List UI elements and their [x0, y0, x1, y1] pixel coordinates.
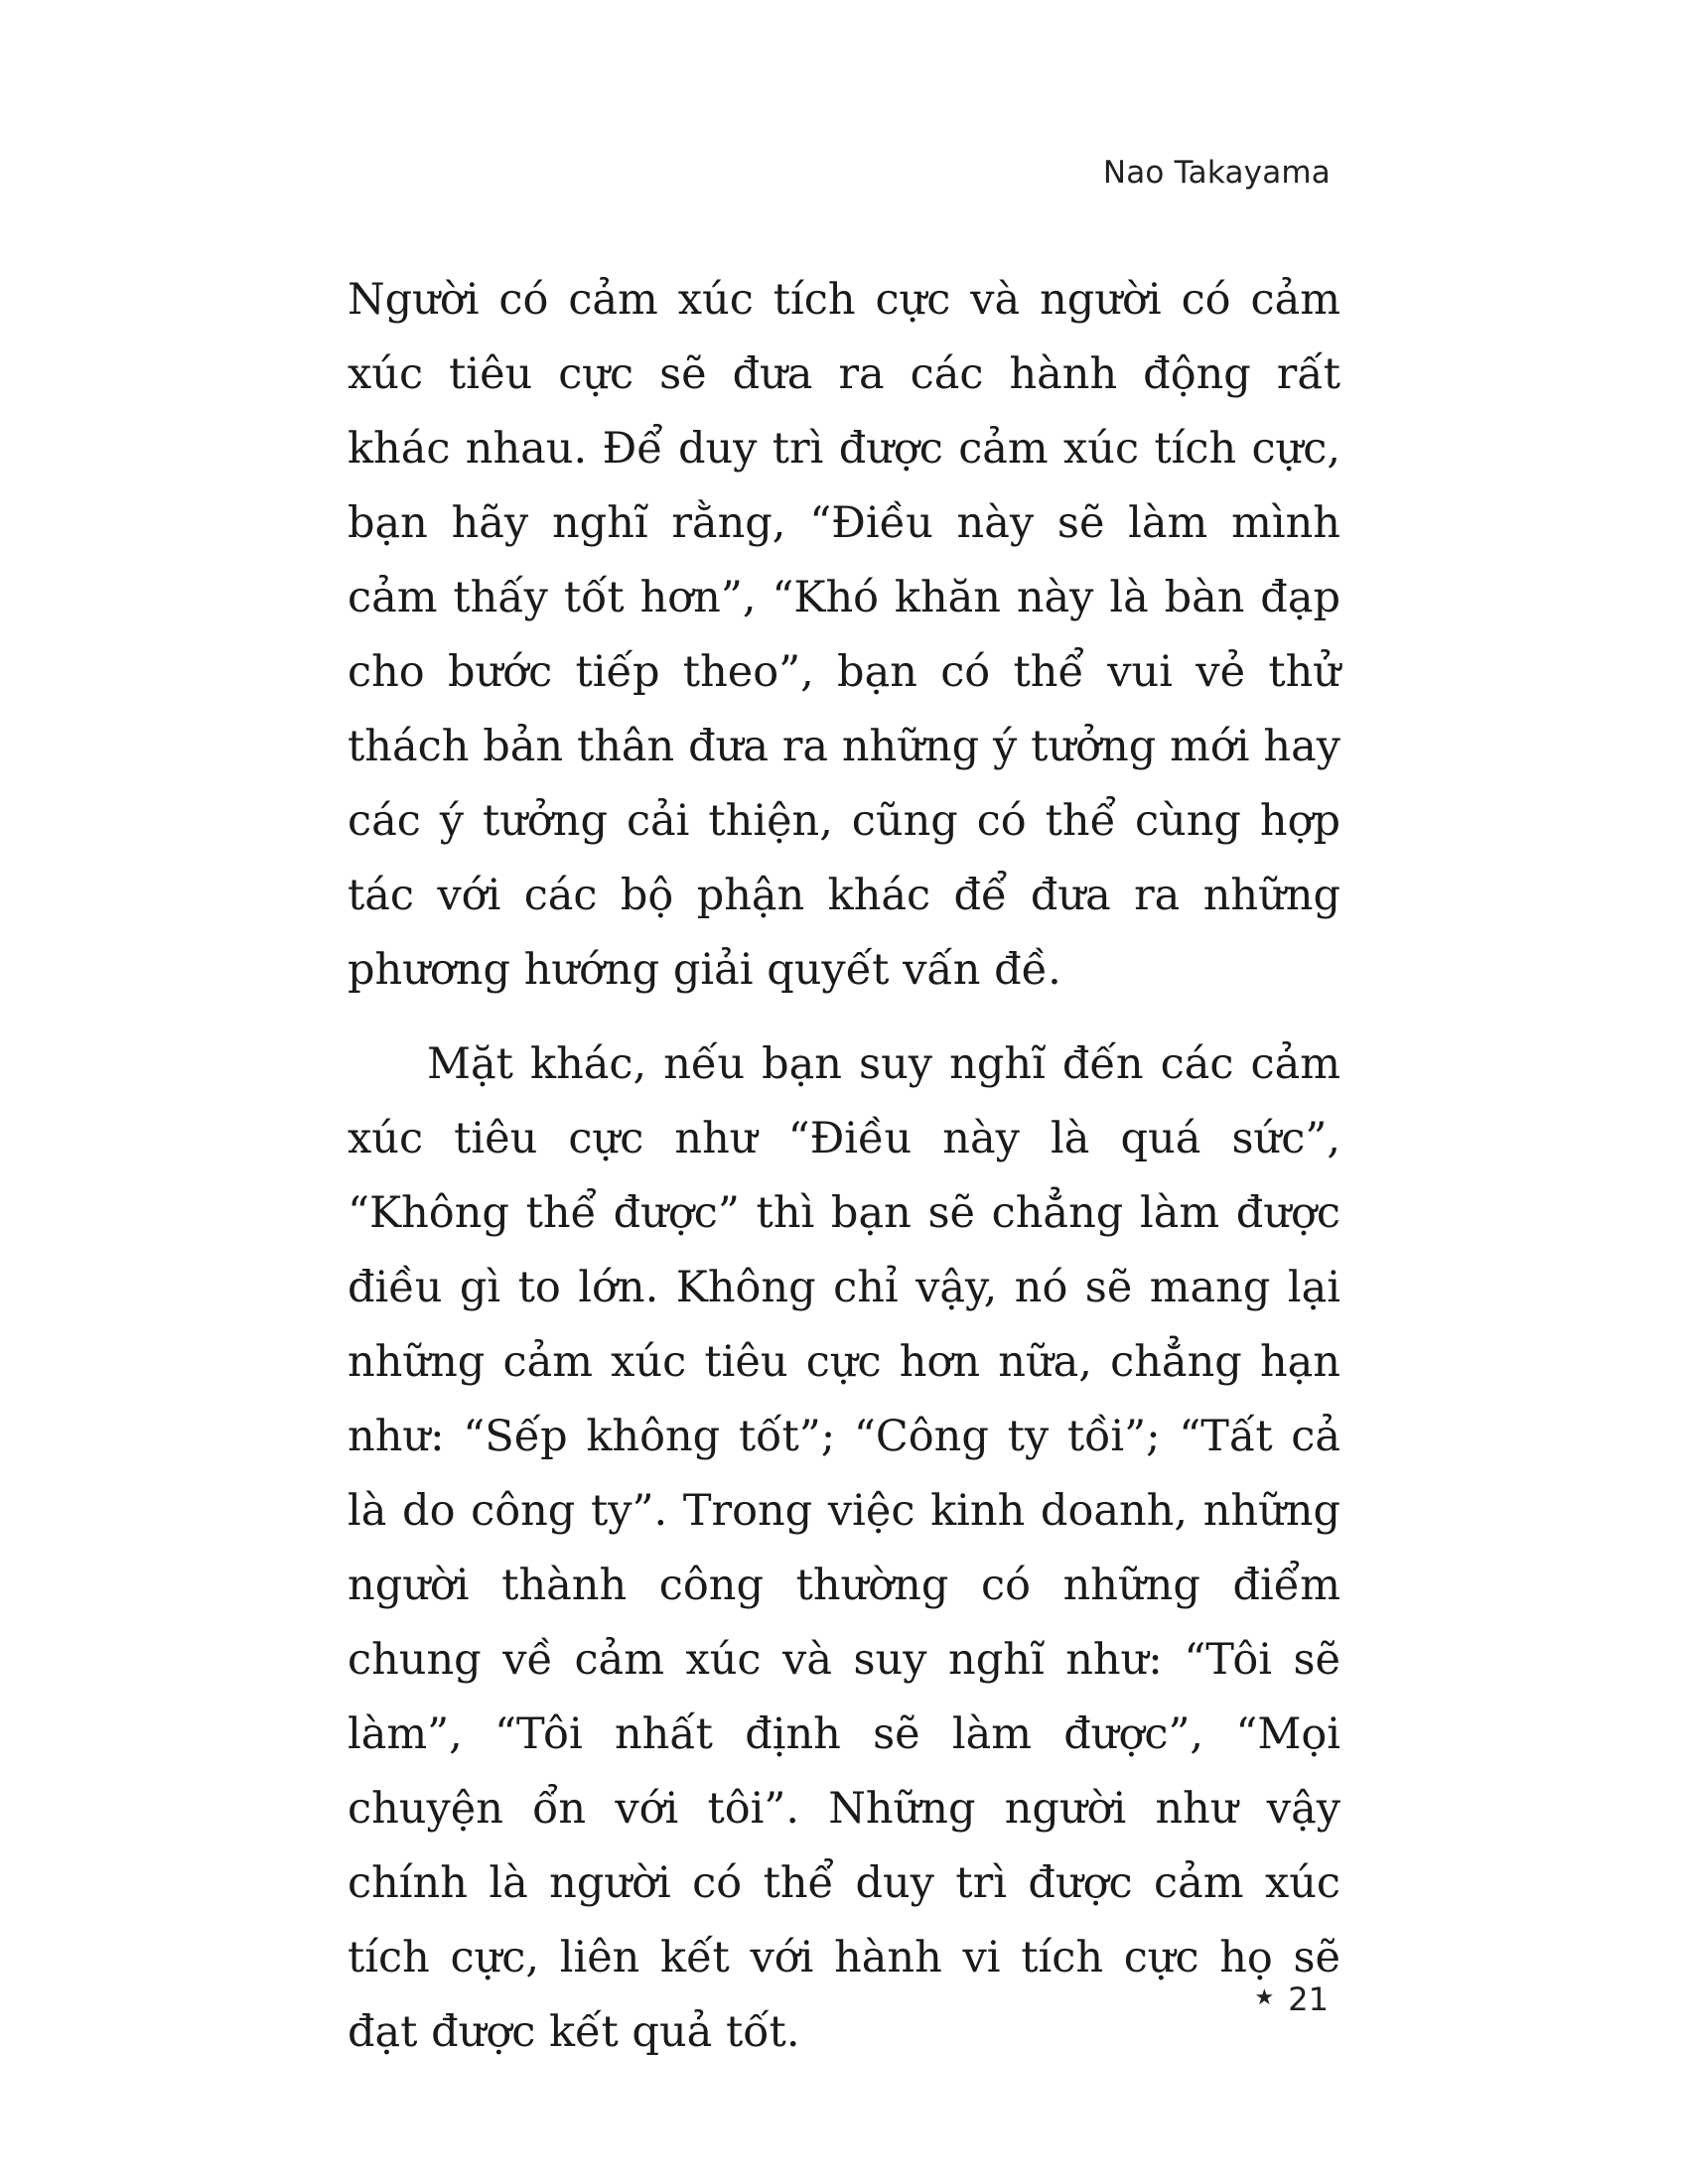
paragraph-2: Mặt khác, nếu bạn suy nghĩ đến các cảm xúc tiêu cực như “Điều này là quá sức”, “Không thể được” thì bạn sẽ chẳng làm được điều gì to lớn. Không chỉ vậy, nó sẽ mang lại những cảm xúc tiêu cực hơn nữa, chẳng hạn như: “Sếp không tốt”; “Công ty tồi”; “Tất cả là do công ty”. Trong việc kinh doanh, những người thành công thường có những điểm chung về cảm xúc và suy nghĩ như: “Tôi sẽ làm”, “Tôi nhất định sẽ làm được”, “Mọi chuyện ổn với tôi”. Những người như vậy chính là người có thể duy trì được cảm xúc tích cực, liên kết với hành vi tích cực họ sẽ đạt được kết quả tốt.: [348, 1039, 1340, 2057]
page-number: 21: [1288, 1980, 1329, 2018]
page-footer: [1255, 1980, 1329, 2018]
body-text: [348, 263, 1340, 2070]
paragraph-1: Người có cảm xúc tích cực và người có cảm xúc tiêu cực sẽ đưa ra các hành động rất khác nhau. Để duy trì được cảm xúc tích cực, bạn hãy nghĩ rằng, “Điều này sẽ làm mình cảm thấy tốt hơn”, “Khó khăn này là bàn đạp cho bước tiếp theo”, bạn có thể vui vẻ thử thách bản thân đưa ra những ý tưởng mới hay các ý tưởng cải thiện, cũng có thể cùng hợp tác với các bộ phận khác để đưa ra những phương hướng giải quyết vấn đề.: [348, 275, 1340, 995]
running-header-author: Nao Takayama: [1102, 155, 1331, 191]
star-icon: ★: [1254, 1985, 1275, 2010]
